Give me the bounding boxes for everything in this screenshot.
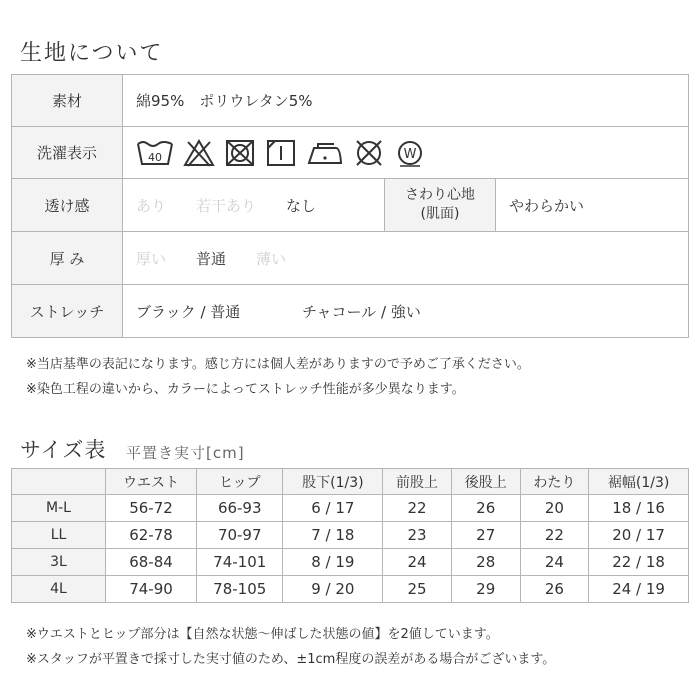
thickness-row (12, 232, 689, 285)
no-tumble-dry-icon (224, 138, 256, 168)
thickness-option-thin: 薄い (256, 249, 287, 268)
wet-clean-letter: W (403, 146, 417, 162)
size-label: 4L (12, 576, 106, 603)
table-cell: 22 (383, 495, 452, 522)
size-header-thigh: わたり (520, 469, 589, 495)
thickness-option-normal: 普通 (196, 249, 227, 268)
table-cell: 6 / 17 (283, 495, 383, 522)
care-label: 洗濯表示 (12, 127, 123, 179)
table-cell: 56-72 (106, 495, 197, 522)
thickness-label: 厚 み (12, 232, 123, 285)
no-bleach-icon (183, 138, 215, 168)
touch-label-line2: (肌面) (420, 206, 460, 222)
size-header-inseam: 股下(1/3) (283, 469, 383, 495)
table-row (12, 576, 689, 603)
fabric-section-title: 生地について (20, 41, 164, 66)
table-cell: 7 / 18 (283, 522, 383, 549)
fabric-note-1: ※当店基準の表記になります。感じ方には個人差がありますので予めご了承ください。 (26, 357, 530, 372)
touch-label (385, 179, 496, 232)
table-cell: 29 (451, 576, 520, 603)
sheer-option-none: なし (286, 196, 317, 215)
stretch-values (123, 285, 689, 338)
size-label: LL (12, 522, 106, 549)
care-row (12, 127, 689, 179)
size-label: M-L (12, 495, 106, 522)
fabric-table (11, 74, 689, 338)
table-cell: 22 (520, 522, 589, 549)
size-header-waist: ウエスト (106, 469, 197, 495)
stretch-row (12, 285, 689, 338)
sheer-option-yes: あり (136, 196, 167, 215)
sheer-options (123, 179, 385, 232)
wash-temp: 40 (148, 150, 162, 164)
material-label: 素材 (12, 75, 123, 127)
table-cell: 24 / 19 (589, 576, 689, 603)
wet-clean-icon (394, 138, 426, 168)
table-cell: 68-84 (106, 549, 197, 576)
size-note-2: ※スタッフが平置きで採寸した実寸値のため、±1cm程度の誤差がある場合がございます。 (26, 652, 556, 667)
table-cell: 24 (383, 549, 452, 576)
thickness-option-thick: 厚い (136, 249, 167, 268)
table-cell: 26 (451, 495, 520, 522)
size-table (11, 468, 689, 603)
touch-value: やわらかい (496, 179, 689, 232)
sheer-label: 透け感 (12, 179, 123, 232)
table-cell: 74-90 (106, 576, 197, 603)
size-label: 3L (12, 549, 106, 576)
size-header-front-rise: 前股上 (383, 469, 452, 495)
size-note-1: ※ウエストとヒップ部分は【自然な状態〜伸ばした状態の値】を2値しています。 (26, 627, 499, 642)
table-cell: 25 (383, 576, 452, 603)
table-cell: 8 / 19 (283, 549, 383, 576)
wash-40-icon (136, 138, 174, 168)
stretch-charcoal: チャコール / 強い (302, 302, 421, 321)
size-section-title: サイズ表 (20, 438, 107, 462)
line-dry-icon (265, 138, 297, 168)
table-cell: 26 (520, 576, 589, 603)
iron-low-icon (306, 138, 344, 168)
table-cell: 27 (451, 522, 520, 549)
no-dry-clean-icon (353, 138, 385, 168)
care-icons (123, 127, 689, 179)
fabric-notes (26, 352, 530, 402)
stretch-label: ストレッチ (12, 285, 123, 338)
size-section-subtitle: 平置き実寸[cm] (126, 444, 245, 462)
sheer-row (12, 179, 689, 232)
table-cell: 74-101 (197, 549, 283, 576)
table-cell: 9 / 20 (283, 576, 383, 603)
material-row (12, 75, 689, 127)
table-cell: 78-105 (197, 576, 283, 603)
table-cell: 18 / 16 (589, 495, 689, 522)
table-cell: 66-93 (197, 495, 283, 522)
table-row (12, 495, 689, 522)
table-cell: 23 (383, 522, 452, 549)
touch-label-line1: さわり心地 (405, 187, 475, 203)
table-cell: 22 / 18 (589, 549, 689, 576)
stretch-black: ブラック / 普通 (136, 302, 241, 321)
table-cell: 20 / 17 (589, 522, 689, 549)
table-cell: 24 (520, 549, 589, 576)
sheer-option-slight: 若干あり (196, 196, 257, 215)
size-header-hip: ヒップ (197, 469, 283, 495)
table-row (12, 549, 689, 576)
size-header-row (12, 469, 689, 495)
material-value: 綿95% ポリウレタン5% (123, 75, 689, 127)
table-cell: 20 (520, 495, 589, 522)
size-notes (26, 622, 555, 672)
size-header-hem: 裾幅(1/3) (589, 469, 689, 495)
size-header-corner (12, 469, 106, 495)
size-header-back-rise: 後股上 (451, 469, 520, 495)
table-cell: 70-97 (197, 522, 283, 549)
table-row (12, 522, 689, 549)
table-cell: 28 (451, 549, 520, 576)
thickness-options (123, 232, 689, 285)
table-cell: 62-78 (106, 522, 197, 549)
fabric-note-2: ※染色工程の違いから、カラーによってストレッチ性能が多少異なります。 (26, 382, 465, 397)
